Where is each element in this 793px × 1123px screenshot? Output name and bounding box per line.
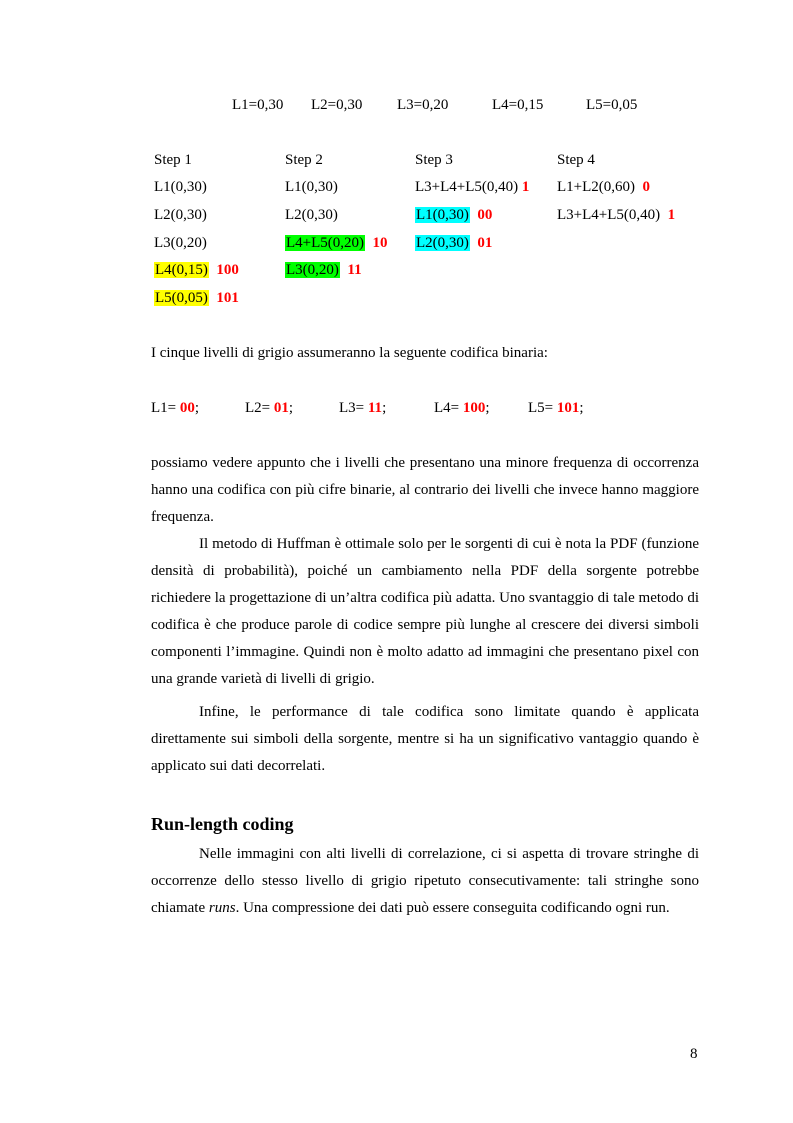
step2-item bbox=[285, 261, 362, 279]
final-code-l3: L3= 11; bbox=[339, 400, 387, 416]
step-header-1: Step 1 bbox=[154, 152, 192, 168]
code-value: 0 bbox=[642, 179, 651, 195]
highlight-green: L4+L5(0,20) bbox=[286, 235, 365, 251]
step1-item bbox=[154, 289, 239, 307]
step1-item: L2(0,30) bbox=[154, 207, 207, 223]
step4-item: L1+L2(0,60) 0 bbox=[557, 179, 651, 195]
highlight-cyan: L1(0,30) bbox=[416, 207, 469, 223]
section-heading: Run-length coding bbox=[151, 814, 294, 834]
final-code-l1: L1= 00; bbox=[151, 400, 200, 416]
final-code-l2: L2= 01; bbox=[245, 400, 294, 416]
step4-item: L3+L4+L5(0,40) 1 bbox=[557, 207, 676, 223]
highlight-yellow: L5(0,05) bbox=[155, 290, 208, 306]
code-value: 10 bbox=[372, 235, 388, 251]
paragraph-run-length: Nelle immagini con alti livelli di correlazione, ci si aspetta di trovare stringhe di occorrenze dello stesso livello di grigio ripetuto consecutivamente: tali stringhe sono chiamate runs. Una compressione dei dati può essere conseguita codificando ogni run. bbox=[151, 846, 699, 916]
step2-item: L1(0,30) bbox=[285, 179, 338, 195]
highlight-cyan: L2(0,30) bbox=[416, 235, 469, 251]
code-value: 11 bbox=[347, 262, 362, 278]
prob-l3: L3=0,20 bbox=[397, 97, 449, 113]
page-number: 8 bbox=[690, 1046, 698, 1062]
final-code-l5: L5= 101; bbox=[528, 400, 584, 416]
intro-sentence: I cinque livelli di grigio assumeranno la seguente codifica binaria: bbox=[151, 345, 548, 361]
prob-l4: L4=0,15 bbox=[492, 97, 544, 113]
step3-item bbox=[415, 206, 492, 224]
step3-item bbox=[415, 234, 492, 252]
step1-item bbox=[154, 261, 239, 279]
step-header-2: Step 2 bbox=[285, 152, 323, 168]
final-code-l4: L4= 100; bbox=[434, 400, 490, 416]
step3-item: L3+L4+L5(0,40) 1 bbox=[415, 179, 530, 195]
paragraph-performance: Infine, le performance di tale codifica sono limitate quando è applicata direttamente sui simboli della sorgente, mentre si ha un significativo vantaggio quando è applicato sui dati decorrelati. bbox=[151, 704, 699, 774]
prob-l2: L2=0,30 bbox=[311, 97, 363, 113]
code-value: 00 bbox=[477, 207, 493, 223]
step1-item: L1(0,30) bbox=[154, 179, 207, 195]
step-header-4: Step 4 bbox=[557, 152, 595, 168]
highlight-green: L3(0,20) bbox=[286, 262, 339, 278]
code-value: 01 bbox=[477, 235, 493, 251]
paragraph-huffman-optimal: Il metodo di Huffman è ottimale solo per le sorgenti di cui è nota la PDF (funzione densità di probabilità), poiché un cambiamento nella PDF della sorgente potrebbe richiedere la progettazione di un’altra codifica più adatta. Uno svantaggio di tale metodo di codifica è che produce parole di codice sempre più lunghe al crescere dei diversi simboli componenti l’immagine. Quindi non è molto adatto ad immagini che presentano pixel con una grande varietà di livelli di grigio. bbox=[151, 536, 699, 687]
code-value: 1 bbox=[667, 207, 676, 223]
code-value: 1 bbox=[521, 179, 530, 195]
prob-l5: L5=0,05 bbox=[586, 97, 638, 113]
step1-item: L3(0,20) bbox=[154, 235, 207, 251]
highlight-yellow: L4(0,15) bbox=[155, 262, 208, 278]
step2-item: L2(0,30) bbox=[285, 207, 338, 223]
paragraph-frequency: possiamo vedere appunto che i livelli che presentano una minore frequenza di occorrenza hanno una codifica con più cifre binarie, al contrario dei livelli che invece hanno maggiore frequenza. bbox=[151, 455, 699, 525]
runs-term: runs bbox=[208, 900, 236, 916]
code-value: 100 bbox=[216, 262, 239, 278]
step2-item bbox=[285, 234, 388, 252]
step-header-3: Step 3 bbox=[415, 152, 453, 168]
prob-l1: L1=0,30 bbox=[232, 97, 284, 113]
code-value: 101 bbox=[216, 290, 239, 306]
